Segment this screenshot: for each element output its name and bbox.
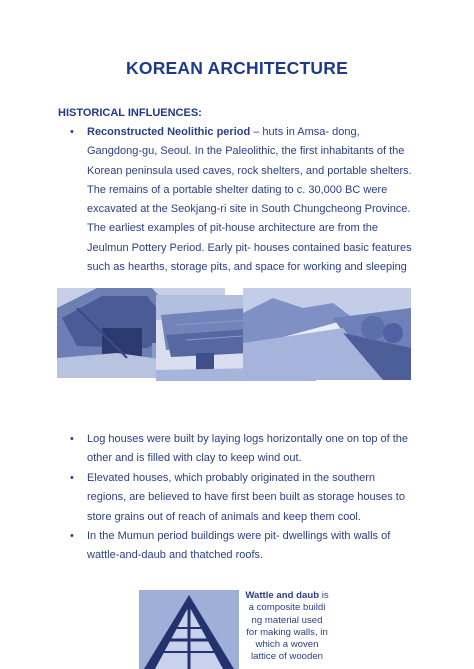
paragraph-line: other and is filled with clay to keep wind out. xyxy=(87,452,302,465)
page-title: KOREAN ARCHITECTURE xyxy=(126,58,348,78)
elevated-houses-paragraph xyxy=(87,469,422,527)
paragraph-line: – huts in Amsa- dong, xyxy=(250,126,360,138)
paragraph-line: Gangdong-gu, Seoul. In the Paleolithic, the first inhabitants of the xyxy=(87,145,405,158)
paragraph-line: regions, are believed to have first been built as storage houses to xyxy=(87,491,405,504)
caption-line: lattice of wooden xyxy=(251,651,323,663)
section-heading: HISTORICAL INFLUENCES: xyxy=(58,107,202,119)
caption-lead: Wattle and daub xyxy=(245,590,320,601)
mumun-paragraph xyxy=(87,527,422,566)
wattle-daub-photo xyxy=(139,590,239,669)
village-path-photo xyxy=(243,288,411,380)
log-houses-paragraph xyxy=(87,430,422,469)
paragraph-line: Korean peninsula used caves, rock shelters, and portable shelters. xyxy=(87,164,412,177)
bullet-marker: • xyxy=(70,530,74,542)
paragraph-line: Jeulmun Pottery Period. Early pit- houses contained basic features xyxy=(87,241,412,254)
neolithic-lead: Reconstructed Neolithic period xyxy=(87,126,251,138)
paragraph-line: Log houses were built by laying logs horizontally one on top of the xyxy=(87,433,409,445)
caption-line: a composite buildi xyxy=(248,602,326,614)
caption-line: is xyxy=(319,590,329,601)
paragraph-line: such as hearths, storage pits, and space for working and sleeping xyxy=(87,261,407,274)
paragraph-line: store grains out of reach of animals and keep them cool. xyxy=(87,510,361,523)
caption-line: which a woven xyxy=(255,639,319,651)
caption-line: ng material used xyxy=(251,614,323,626)
neolithic-paragraph xyxy=(87,123,422,277)
paragraph-line: wattle-and-daub and thatched roofs. xyxy=(87,549,264,562)
paragraph-line: In the Mumun period buildings were pit- dwellings with walls of xyxy=(87,530,391,542)
paragraph-line: excavated at the Seokjang-ri site in South Chungcheong Province. xyxy=(87,203,411,216)
paragraph-line: The earliest examples of pit-house architecture are from the xyxy=(87,222,379,235)
paragraph-line: The remains of a portable shelter dating to c. 30,000 BC were xyxy=(87,183,388,196)
bullet-marker: • xyxy=(70,126,74,138)
caption-line: for making walls, in xyxy=(246,626,328,638)
bullet-marker: • xyxy=(70,433,74,445)
wattle-daub-caption xyxy=(240,590,334,664)
paragraph-line: Elevated houses, which probably originated in the southern xyxy=(87,472,376,484)
bullet-marker: • xyxy=(70,472,74,484)
